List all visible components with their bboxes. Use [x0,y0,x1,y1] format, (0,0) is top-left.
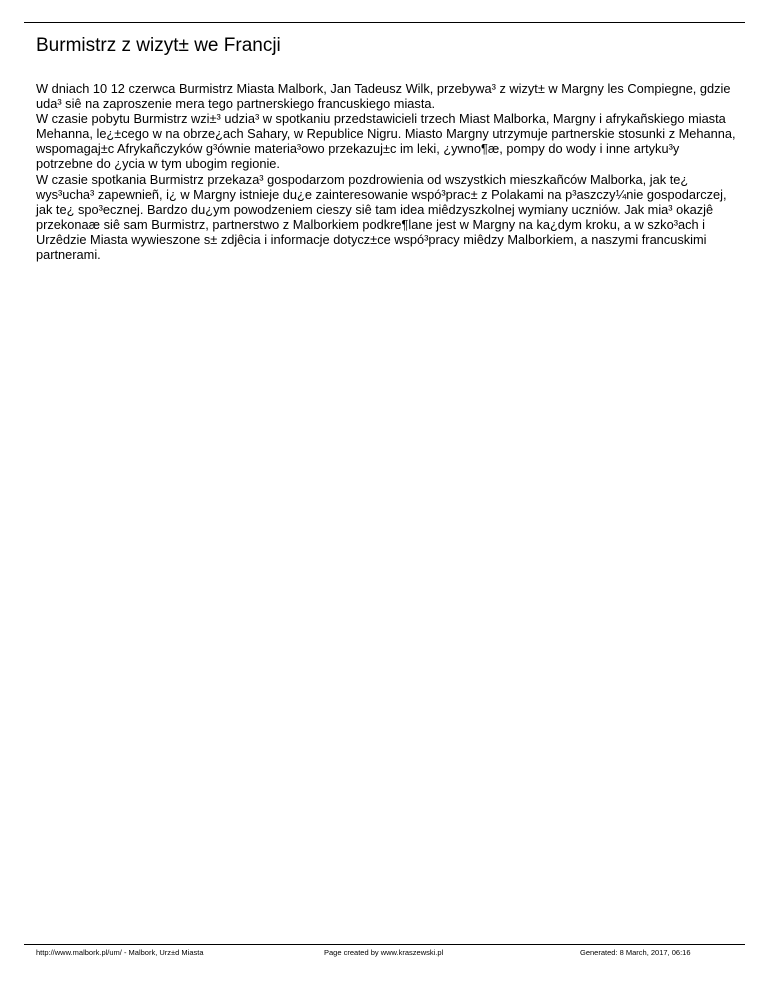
footer-credit: Page created by www.kraszewski.pl [324,948,444,957]
article-body [36,81,736,262]
bottom-divider [24,944,745,945]
page-title: Burmistrz z wizyt± we Francji [36,35,281,56]
article-paragraph: W dniach 10 12 czerwca Burmistrz Miasta Malbork, Jan Tadeusz Wilk, przebywa³ z wizyt± w Margny les Compiegne, gdzie uda³ siê na zaproszenie mera tego partnerskiego francuskiego miasta. [36,81,731,112]
footer-generated-date: Generated: 8 March, 2017, 06:16 [580,948,691,957]
top-divider [24,22,745,23]
article-paragraph: W czasie spotkania Burmistrz przekaza³ gospodarzom pozdrowienia od wszystkich mieszkañców Malborka, jak te¿ wys³ucha³ zapewnieñ, i¿ w Margny istnieje du¿e zainteresowanie wspó³prac± z Polakami na p³aszczy¼nie gospodarczej, jak te¿ spo³ecznej. Bardzo du¿ym powodzeniem cieszy siê tam idea miêdzyszkolnej wymiany uczniów. Jak mia³ okazjê przekonaæ siê sam Burmistrz, partnerstwo z Malborkiem podkre¶lane jest w Margny na ka¿dym kroku, a w szko³ach i Urzêdzie Miasta wywieszone s± zdjêcia i informacje dotycz±ce wspó³pracy miêdzy Malborkiem, a naszymi francuskimi partnerami. [36,171,727,263]
footer-source-url: http://www.malbork.pl/um/ - Malbork, Urz±d Miasta [36,948,204,957]
article-paragraph: W czasie pobytu Burmistrz wzi±³ udzia³ w spotkaniu przedstawicieli trzech Miast Malborka, Margny i afrykañskiego miasta Mehanna, le¿±cego w na obrze¿ach Sahary, w Republice Nigru. Miasto Margny utrzymuje partnerskie stosunki z Mehanna, wspomagaj±c Afrykañczyków g³ównie materia³owo przekazuj±c im leki, ¿ywno¶æ, pompy do wody i inne artyku³y potrzebne do ¿ycia w tym ubogim regionie. [36,111,736,172]
